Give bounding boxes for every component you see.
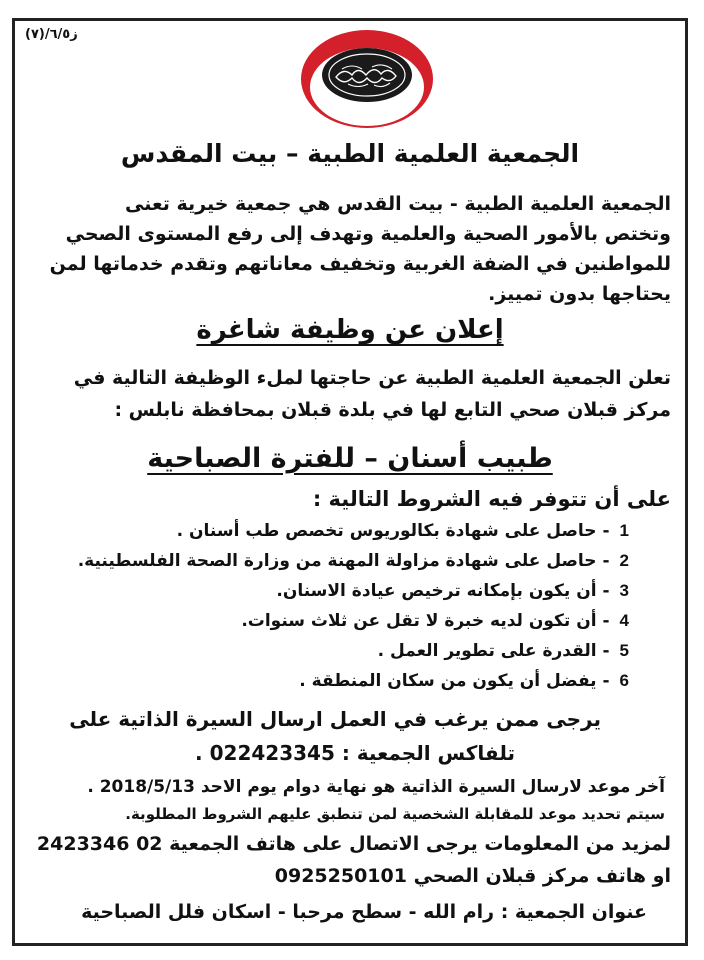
intro-line: يحتاجها بدون تمييز.	[488, 283, 671, 305]
cv-request: يرجى ممن يرغب في العمل ارسال السيرة الذاتية على	[69, 707, 601, 731]
condition-number: 1	[619, 521, 629, 540]
fax-line: تلفاكس الجمعية : 022423345 .	[195, 741, 515, 765]
interview-line: سيتم تحديد موعد للمقابلة الشخصية لمن تنطبق عليهم الشروط المطلوبة.	[125, 805, 665, 823]
condition-number: 2	[619, 551, 629, 570]
condition-item	[241, 611, 629, 631]
condition-number: 6	[619, 671, 629, 690]
condition-text: - يفضل أن يكون من سكان المنطقة .	[299, 671, 610, 691]
condition-number: 5	[619, 641, 629, 660]
condition-text: - حاصل على شهادة بكالوريوس تخصص طب أسنان .	[176, 521, 610, 541]
condition-item	[378, 641, 629, 661]
reference-code: ز٦/٥/(٧)	[25, 27, 78, 42]
announcement-frame	[12, 18, 688, 946]
condition-text: - أن يكون بإمكانه ترخيص عيادة الاسنان.	[276, 581, 610, 601]
intro-line: الجمعية العلمية الطبية - بيت القدس هي جمعية خيرية تعنى	[125, 193, 671, 215]
intro-line: للمواطنين في الضفة الغربية وتخفيف معاناتهم وتقدم خدماتها لمن	[49, 253, 671, 275]
condition-text: - حاصل على شهادة مزاولة المهنة من وزارة الصحة الفلسطينية.	[77, 551, 610, 571]
info-line: لمزيد من المعلومات يرجى الاتصال على هاتف الجمعية 02 2423346	[36, 833, 671, 855]
condition-item	[276, 581, 629, 601]
address-line: عنوان الجمعية : رام الله - سطح مرحبا - اسكان فلل الصباحية	[81, 901, 647, 923]
condition-item	[177, 521, 629, 541]
conditions-heading: على أن تتوفر فيه الشروط التالية :	[312, 487, 671, 511]
condition-item	[78, 551, 629, 571]
condition-number: 3	[619, 581, 629, 600]
condition-item	[299, 671, 629, 691]
announcement-title: إعلان عن وظيفة شاغرة	[196, 315, 504, 345]
info-line: او هاتف مركز قبلان الصحي 0925250101	[274, 865, 671, 887]
org-title: الجمعية العلمية الطبية – بيت المقدس	[120, 139, 580, 168]
announcement-body-line: مركز قبلان صحي التابع لها في بلدة قبلان بمحافظة نابلس :	[114, 399, 671, 421]
job-title: طبيب أسنان – للفترة الصباحية	[147, 443, 553, 474]
intro-line: وتختص بالأمور الصحية والعلمية وتهدف إلى رفع المستوى الصحي	[65, 223, 671, 245]
condition-text: - أن تكون لديه خبرة لا تقل عن ثلاث سنوات.	[241, 611, 610, 631]
condition-number: 4	[619, 611, 629, 630]
announcement-body-line: تعلن الجمعية العلمية الطبية عن حاجتها لملء الوظيفة التالية في	[73, 367, 671, 389]
red-crescent-logo	[298, 27, 436, 131]
deadline-line: آخر موعد لارسال السيرة الذاتية هو نهاية دوام يوم الاحد 2018/5/13 .	[87, 777, 665, 797]
condition-text: - القدرة على تطوير العمل .	[377, 641, 610, 661]
